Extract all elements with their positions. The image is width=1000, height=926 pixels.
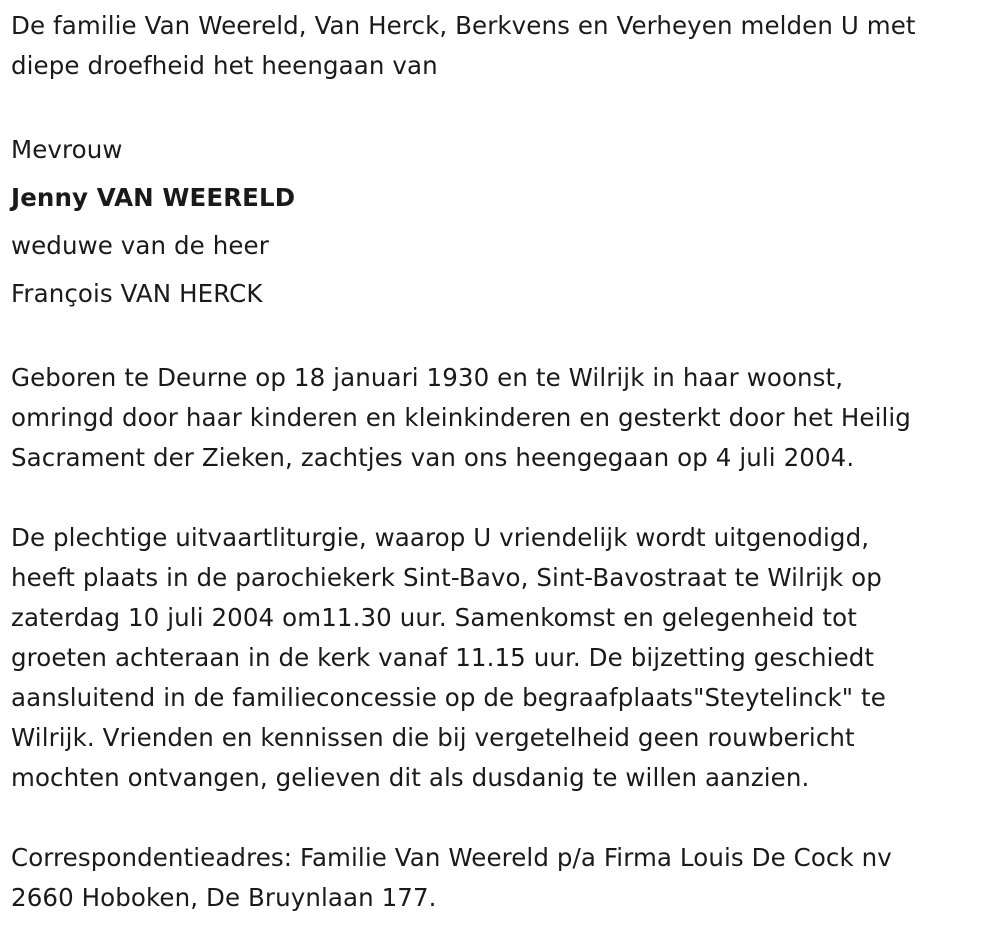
funeral-line: heeft plaats in de parochiekerk Sint-Bavo, Sint-Bavostraat te Wilrijk op xyxy=(11,563,882,592)
obituary-notice xyxy=(11,6,996,918)
birth-death-line: Geboren te Deurne op 18 januari 1930 en te Wilrijk in haar woonst, xyxy=(11,363,844,392)
correspondence-line-2: 2660 Hoboken, De Bruynlaan 177. xyxy=(11,883,437,912)
intro-paragraph xyxy=(11,6,996,86)
funeral-line: De plechtige uitvaartliturgie, waarop U vriendelijk wordt uitgenodigd, xyxy=(11,523,870,552)
deceased-spouse: François VAN HERCK xyxy=(11,279,263,308)
funeral-line: zaterdag 10 juli 2004 om11.30 uur. Samenkomst en gelegenheid tot xyxy=(11,603,857,632)
correspondence-line-1: Correspondentieadres: Familie Van Weereld p/a Firma Louis De Cock nv xyxy=(11,843,892,872)
deceased-name: Jenny VAN WEERELD xyxy=(11,183,296,212)
funeral-paragraph xyxy=(11,518,996,798)
intro-line-2: diepe droefheid het heengaan van xyxy=(11,51,438,80)
funeral-line: groeten achteraan in de kerk vanaf 11.15 uur. De bijzetting geschiedt xyxy=(11,643,875,672)
funeral-line: mochten ontvangen, gelieven dit als dusdanig te willen aanzien. xyxy=(11,763,810,792)
deceased-relation: weduwe van de heer xyxy=(11,231,269,260)
intro-line-1: De familie Van Weereld, Van Herck, Berkvens en Verheyen melden U met xyxy=(11,11,916,40)
birth-death-line: omringd door haar kinderen en kleinkinderen en gesterkt door het Heilig xyxy=(11,403,911,432)
funeral-line: aansluitend in de familieconcessie op de begraafplaats"Steytelinck" te xyxy=(11,683,886,712)
birth-death-line: Sacrament der Zieken, zachtjes van ons heengegaan op 4 juli 2004. xyxy=(11,443,855,472)
deceased-block xyxy=(11,126,996,318)
funeral-line: Wilrijk. Vrienden en kennissen die bij vergetelheid geen rouwbericht xyxy=(11,723,855,752)
birth-death-paragraph xyxy=(11,358,996,478)
deceased-title: Mevrouw xyxy=(11,135,123,164)
correspondence-paragraph xyxy=(11,838,996,918)
